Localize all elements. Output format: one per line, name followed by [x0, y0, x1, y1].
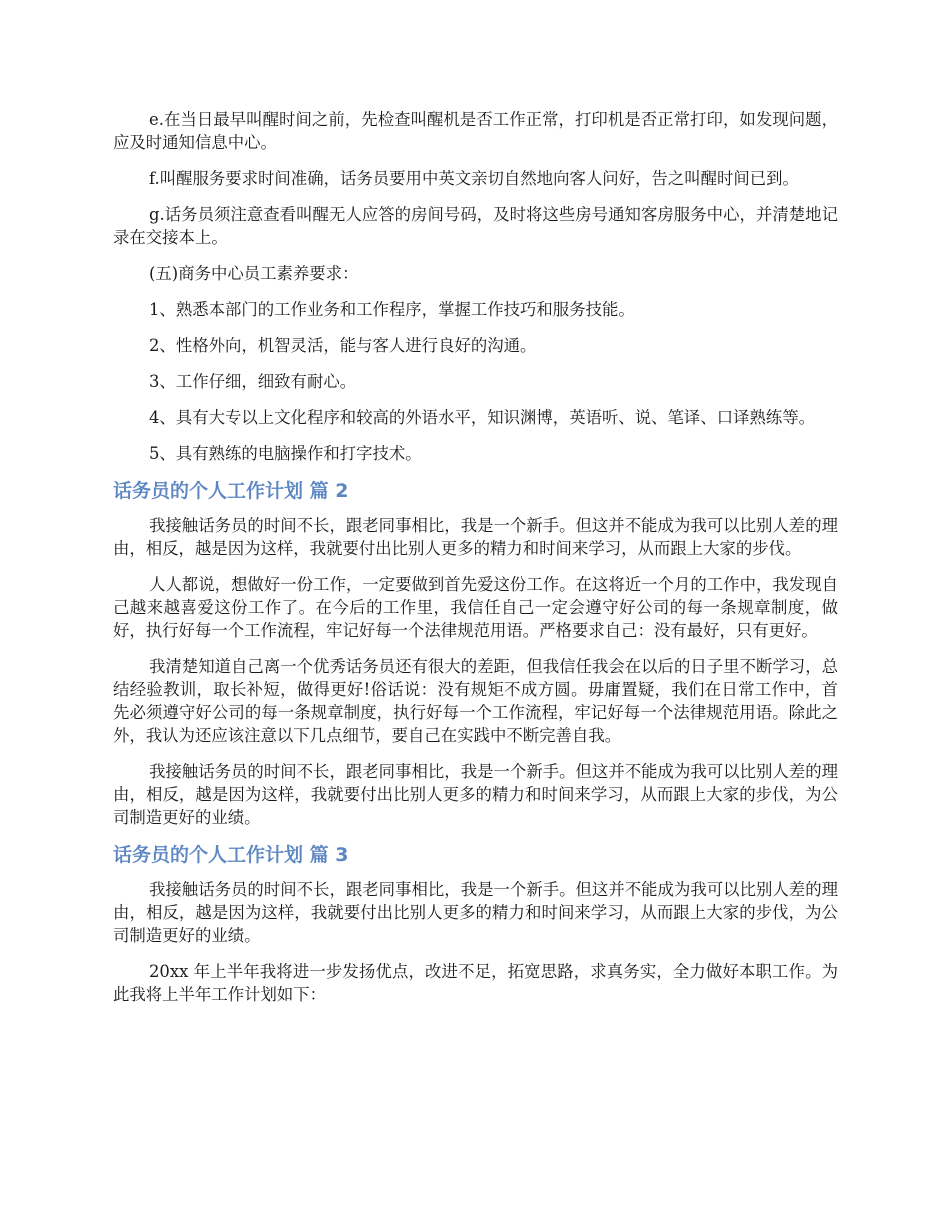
- paragraph-business-center-heading: (五)商务中心员工素养要求：: [149, 264, 359, 283]
- paragraph-s2-3: 我清楚知道自己离一个优秀话务员还有很大的差距，但我信任我会在以后的日子里不断学习，总结经验教训，取长补短，做得更好!俗话说：没有规矩不成方圆。毋庸置疑，我们在日常工作中，首先必须遵守好公司的每一条规章制度，执行好每一个工作流程，牢记好每一个法律规范用语。除此之外，我认为还应该注意以下几点细节，要自己在实践中不断完善自我。: [113, 657, 838, 745]
- document-page: [113, 108, 838, 1019]
- list-item-requirement-1: 1、熟悉本部门的工作业务和工作程序，掌握工作技巧和服务技能。: [149, 300, 635, 319]
- paragraph-s2-2: 人人都说，想做好一份工作，一定要做到首先爱这份工作。在这将近一个月的工作中，我发现自己越来越喜爱这份工作了。在今后的工作里，我信任自己一定会遵守好公司的每一条规章制度，做好，执行好每一个工作流程，牢记好每一个法律规范用语。严格要求自己：没有最好，只有更好。: [113, 575, 838, 640]
- list-item-requirement-5: 5、具有熟练的电脑操作和打字技术。: [149, 444, 422, 463]
- paragraph-s2-1: 我接触话务员的时间不长，跟老同事相比，我是一个新手。但这并不能成为我可以比别人差的理由，相反，越是因为这样，我就要付出比别人更多的精力和时间来学习，从而跟上大家的步伐。: [113, 516, 838, 558]
- paragraph-s2-4: 我接触话务员的时间不长，跟老同事相比，我是一个新手。但这并不能成为我可以比别人差的理由，相反，越是因为这样，我就要付出比别人更多的精力和时间来学习，从而跟上大家的步伐，为公司制造更好的业绩。: [113, 762, 838, 827]
- paragraph-wakeup-no-answer: g.话务员须注意查看叫醒无人应答的房间号码，及时将这些房号通知客房服务中心，并清楚地记录在交接本上。: [113, 205, 838, 247]
- section-heading-2: 话务员的个人工作计划 篇 2: [113, 480, 349, 502]
- paragraph-s3-1: 我接触话务员的时间不长，跟老同事相比，我是一个新手。但这并不能成为我可以比别人差的理由，相反，越是因为这样，我就要付出比别人更多的精力和时间来学习，从而跟上大家的步伐，为公司制造更好的业绩。: [113, 880, 838, 945]
- paragraph-s3-2: 20xx 年上半年我将进一步发扬优点，改进不足，拓宽思路，求真务实，全力做好本职工作。为此我将上半年工作计划如下：: [113, 962, 838, 1004]
- list-item-requirement-4: 4、具有大专以上文化程序和较高的外语水平，知识渊博，英语听、说、笔译、口译熟练等。: [149, 408, 816, 427]
- list-item-requirement-3: 3、工作仔细，细致有耐心。: [149, 372, 357, 391]
- paragraph-wakeup-greeting: f.叫醒服务要求时间准确，话务员要用中英文亲切自然地向客人问好，告之叫醒时间已到。: [149, 169, 799, 188]
- list-item-requirement-2: 2、性格外向，机智灵活，能与客人进行良好的沟通。: [149, 336, 537, 355]
- paragraph-wakeup-check: e.在当日最早叫醒时间之前，先检查叫醒机是否工作正常，打印机是否正常打印，如发现问题，应及时通知信息中心。: [113, 110, 838, 152]
- section-heading-3: 话务员的个人工作计划 篇 3: [113, 844, 349, 866]
